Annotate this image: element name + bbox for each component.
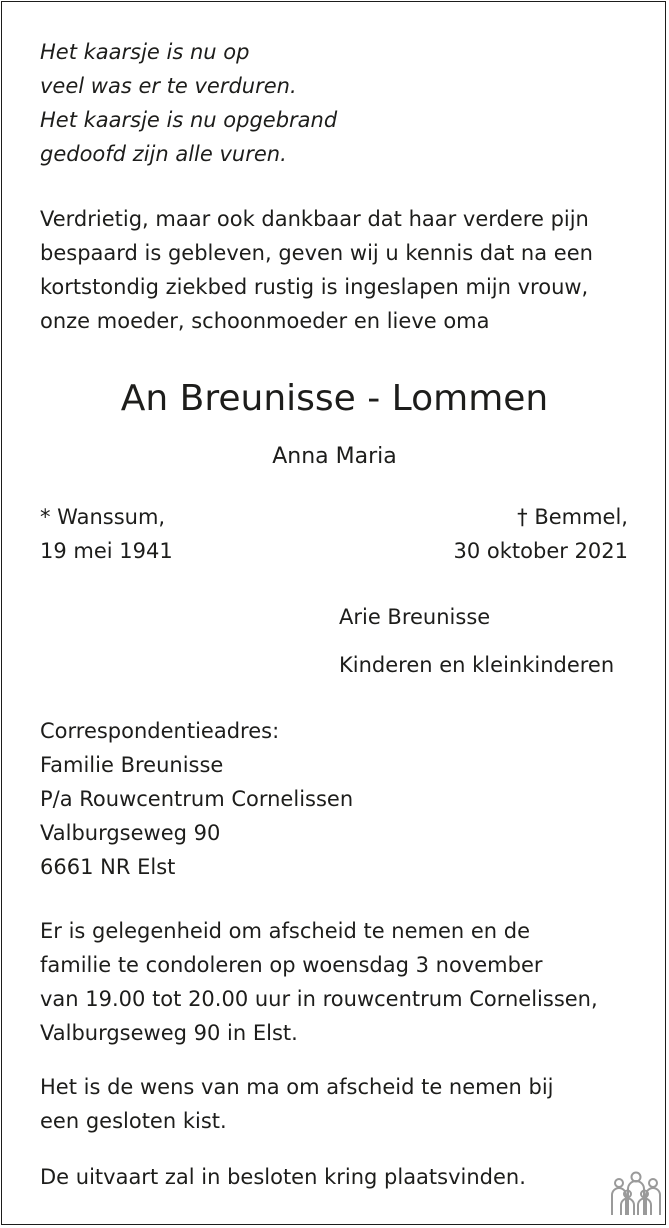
wish-text — [40, 1070, 554, 1138]
deceased-given-names: Anna Maria — [272, 444, 397, 469]
wish-line: Het is de wens van ma om afscheid te nemen bij — [40, 1075, 554, 1099]
poem-line: gedoofd zijn alle vuren. — [40, 142, 287, 166]
announcement-line: Verdrietig, maar ook dankbaar dat haar verdere pijn — [40, 207, 589, 231]
condolence-line: Er is gelegenheid om afscheid te nemen en de — [40, 919, 531, 943]
birth-info — [40, 500, 173, 568]
condolence-line: familie te condoleren op woensdag 3 november — [40, 953, 543, 977]
funeral-note: De uitvaart zal in besloten kring plaatsvinden. — [40, 1165, 526, 1189]
wish-line: een gesloten kist. — [40, 1109, 227, 1133]
address-line: Familie Breunisse — [40, 753, 224, 777]
death-info — [454, 500, 629, 568]
death-place: † Bemmel, — [517, 505, 628, 529]
poem-line: Het kaarsje is nu op — [40, 40, 250, 64]
correspondence-address — [40, 714, 353, 884]
address-line: Correspondentieadres: — [40, 719, 280, 743]
announcement-line: kortstondig ziekbed rustig is ingeslapen mijn vrouw, — [40, 275, 589, 299]
birth-place: * Wanssum, — [40, 505, 166, 529]
announcement-line: onze moeder, schoonmoeder en lieve oma — [40, 309, 490, 333]
condolence-info — [40, 914, 598, 1050]
obituary-card — [1, 1, 666, 1225]
address-line: Valburgseweg 90 — [40, 821, 221, 845]
condolence-line: Valburgseweg 90 in Elst. — [40, 1021, 298, 1045]
death-date: 30 oktober 2021 — [453, 539, 628, 563]
announcement-line: bespaard is gebleven, geven wij u kennis dat na een — [40, 241, 593, 265]
poem-line: Het kaarsje is nu opgebrand — [40, 108, 338, 132]
spouse-name: Arie Breunisse — [339, 605, 491, 629]
birth-date: 19 mei 1941 — [40, 539, 173, 563]
poem — [40, 35, 337, 171]
children-line: Kinderen en kleinkinderen — [339, 653, 615, 677]
announcement-text — [40, 202, 593, 338]
address-line: P/a Rouwcentrum Cornelissen — [40, 787, 354, 811]
family-people-icon — [610, 1169, 662, 1217]
poem-line: veel was er te verduren. — [40, 74, 297, 98]
deceased-name: An Breunisse - Lommen — [120, 378, 549, 419]
family-people-strokes — [612, 1173, 660, 1216]
address-line: 6661 NR Elst — [40, 855, 176, 879]
condolence-line: van 19.00 tot 20.00 uur in rouwcentrum Cornelissen, — [40, 987, 598, 1011]
